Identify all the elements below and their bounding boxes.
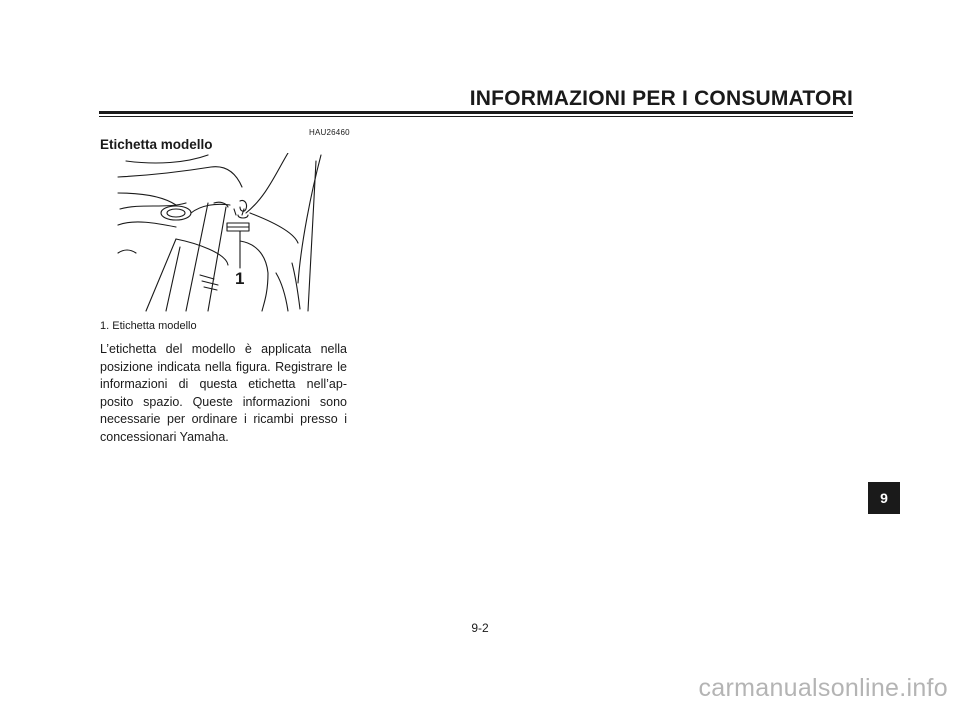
header-rule-thick [99, 111, 853, 114]
header-rule-thin [99, 116, 853, 117]
figure-callout-number: 1 [235, 269, 245, 288]
body-paragraph: L’etichetta del modello è applicata nella posizione indicata nella figura. Registrare le informazioni di questa etichetta nell’ap-posito spazio. Queste informazioni sono necessarie per ordinare i ricambi presso i concessionari Yamaha. [100, 342, 347, 444]
chapter-tab[interactable]: 9 [868, 482, 900, 514]
page-header-title: INFORMAZIONI PER I CONSUMATORI [469, 87, 853, 110]
section-code: HAU26460 [309, 128, 350, 137]
watermark-text: carmanualsonline.info [698, 674, 948, 702]
model-label-illustration [116, 153, 336, 313]
page-number: 9-2 [471, 621, 489, 635]
section-heading: Etichetta modello [100, 137, 213, 152]
figure-caption: 1. Etichetta modello [100, 320, 197, 332]
